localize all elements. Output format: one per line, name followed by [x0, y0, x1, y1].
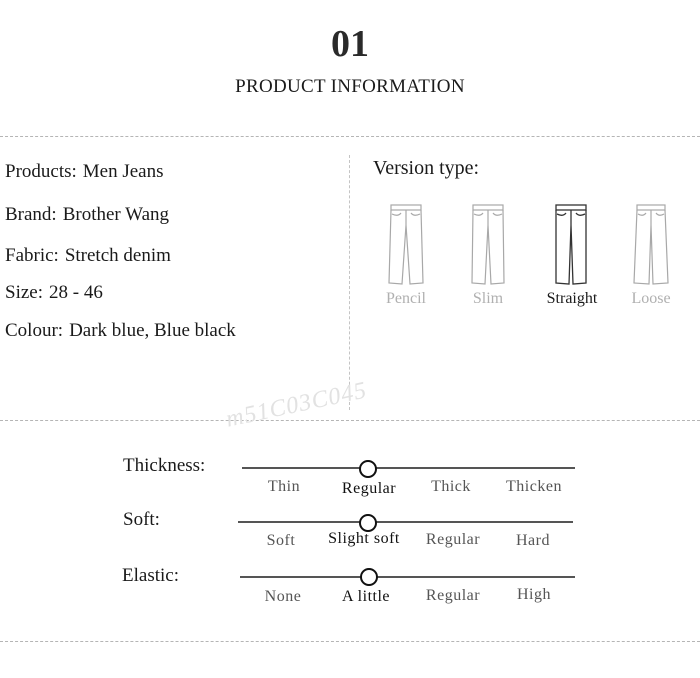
spec-label: Products: — [5, 161, 77, 182]
thickness-label: Thickness: — [123, 455, 206, 476]
spec-value: Men Jeans — [82, 161, 164, 182]
thickness-option: Thicken — [506, 478, 562, 495]
elastic-label: Elastic: — [122, 565, 179, 586]
soft-option: Hard — [516, 532, 550, 549]
divider-middle — [0, 420, 700, 421]
elastic-option: High — [517, 586, 551, 603]
soft-option: Soft — [266, 532, 296, 549]
elastic-option: Regular — [425, 587, 481, 604]
straight-jeans-icon — [553, 203, 589, 287]
spec-size — [5, 282, 103, 304]
divider-top — [0, 136, 700, 137]
soft-option: Slight soft — [328, 530, 400, 547]
spec-label: Fabric: — [5, 245, 59, 266]
thickness-track — [242, 467, 575, 469]
section-title: PRODUCT INFORMATION — [235, 76, 465, 97]
version-type-pencil: Pencil — [386, 290, 426, 307]
soft-label: Soft: — [123, 509, 160, 530]
spec-value: Stretch denim — [64, 245, 171, 266]
spec-products — [5, 161, 164, 183]
pencil-jeans-icon — [388, 203, 424, 287]
spec-brand — [5, 204, 169, 226]
elastic-option: A little — [342, 588, 390, 605]
thickness-indicator — [359, 460, 377, 478]
soft-track — [238, 521, 573, 523]
spec-fabric — [5, 245, 171, 267]
version-type-straight: Straight — [546, 290, 598, 307]
spec-value: 28 - 46 — [49, 282, 103, 303]
loose-jeans-icon — [633, 203, 669, 287]
version-type-slim: Slim — [472, 290, 504, 307]
elastic-option: None — [264, 588, 302, 605]
version-type-loose: Loose — [631, 290, 671, 307]
spec-label: Colour: — [5, 320, 64, 341]
soft-option: Regular — [425, 531, 481, 548]
watermark: m51C03C045 — [223, 377, 370, 433]
spec-value: Dark blue, Blue black — [69, 320, 236, 341]
section-number: 01 — [331, 23, 369, 65]
spec-colour — [5, 320, 236, 342]
spec-value: Brother Wang — [62, 204, 170, 225]
divider-bottom — [0, 641, 700, 642]
elastic-indicator — [360, 568, 378, 586]
slim-jeans-icon — [470, 203, 506, 287]
spec-label: Brand: — [5, 204, 57, 225]
divider-vertical — [349, 155, 350, 410]
thickness-option: Thick — [431, 478, 471, 495]
thickness-option: Thin — [267, 478, 301, 495]
elastic-track — [240, 576, 575, 578]
thickness-option: Regular — [341, 480, 397, 497]
spec-label: Size: — [5, 282, 43, 303]
version-type-title: Version type: — [373, 157, 480, 179]
